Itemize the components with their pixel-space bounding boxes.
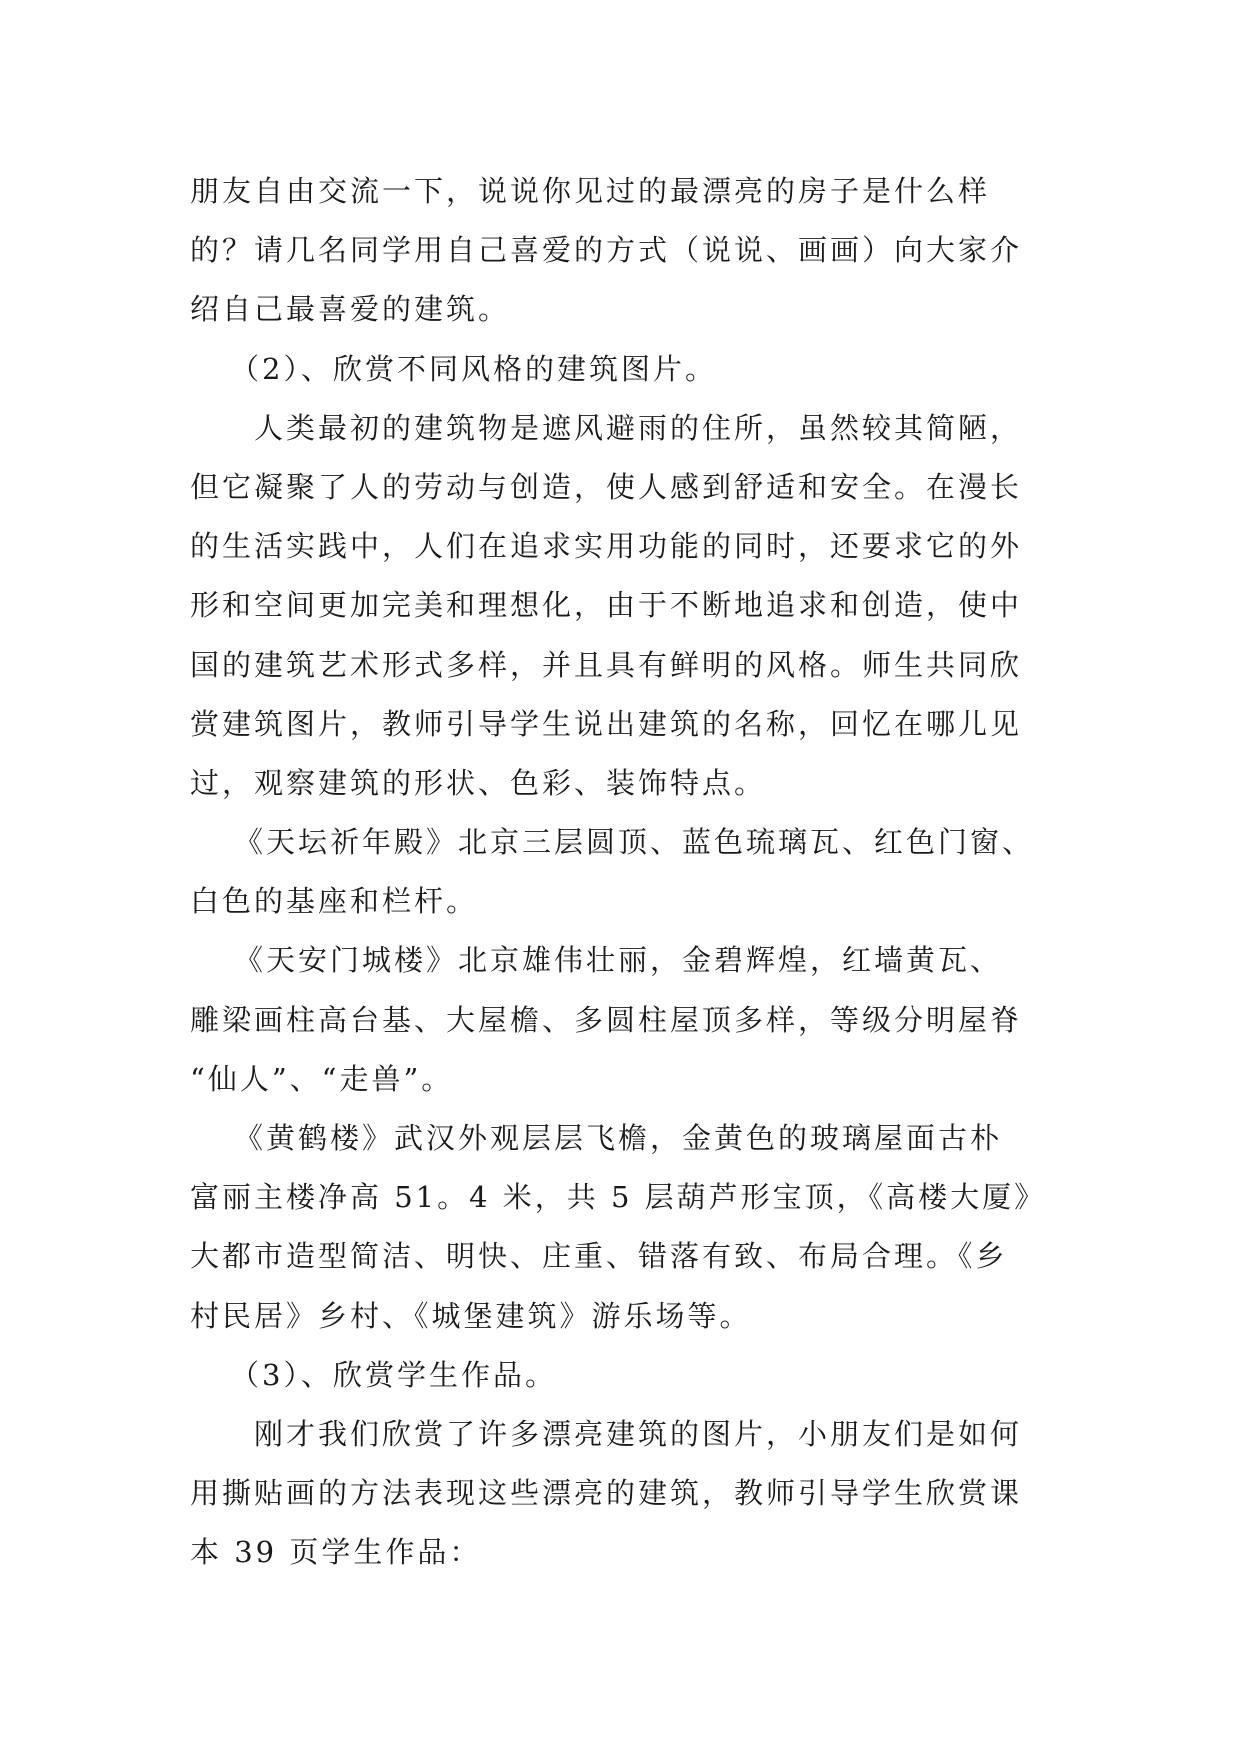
section-heading: （3）、欣赏学生作品。 bbox=[230, 1357, 557, 1392]
text-line: 雕梁画柱高台基、大屋檐、多圆柱屋顶多样，等级分明屋脊 bbox=[190, 1002, 1023, 1037]
text-line: 但它凝聚了人的劳动与创造，使人感到舒适和安全。在漫长 bbox=[190, 469, 1023, 504]
text-line: 《天安门城楼》北京雄伟壮丽，金碧辉煌，红墙黄瓦、 bbox=[234, 943, 1003, 978]
text-line: 《黄鹤楼》武汉外观层层飞檐，金黄色的玻璃屋面古朴 bbox=[234, 1121, 1003, 1155]
text-line: 的？请几名同学用自己喜爱的方式（说说、画画）向大家介 bbox=[190, 233, 1023, 268]
text-line: 用撕贴画的方法表现这些漂亮的建筑，教师引导学生欣赏课 bbox=[190, 1476, 1023, 1511]
text-line: 刚才我们欣赏了许多漂亮建筑的图片，小朋友们是如何 bbox=[254, 1416, 1023, 1451]
section-heading: （2）、欣赏不同风格的建筑图片。 bbox=[230, 351, 717, 386]
body-text bbox=[190, 162, 1060, 1583]
text-line: 的生活实践中，人们在追求实用功能的同时，还要求它的外 bbox=[190, 529, 1023, 564]
text-line: 形和空间更加完美和理想化，由于不断地追求和创造，使中 bbox=[190, 588, 1023, 623]
text-line: 朋友自由交流一下，说说你见过的最漂亮的房子是什么样 bbox=[190, 174, 991, 208]
text-line: 本 39 页学生作品： bbox=[190, 1535, 482, 1570]
text-line: 赏建筑图片，教师引导学生说出建筑的名称，回忆在哪儿见 bbox=[190, 706, 1023, 741]
text-line: “仙人”、“走兽”。 bbox=[190, 1061, 454, 1096]
text-line: 白色的基座和栏杆。 bbox=[190, 884, 479, 919]
text-line: 国的建筑艺术形式多样，并且具有鲜明的风格。师生共同欣 bbox=[190, 647, 1023, 682]
text-line: 大都市造型简洁、明快、庄重、错落有致、布局合理。《乡 bbox=[190, 1239, 1008, 1274]
text-line: 人类最初的建筑物是遮风避雨的住所，虽然较其简陋， bbox=[254, 410, 1023, 445]
text-line: 村民居》乡村、《城堡建筑》游乐场等。 bbox=[190, 1298, 752, 1333]
text-line: 绍自己最喜爱的建筑。 bbox=[190, 292, 511, 327]
text-line: 《天坛祈年殿》北京三层圆顶、蓝色琉璃瓦、红色门窗、 bbox=[234, 825, 1035, 860]
text-line: 过，观察建筑的形状、色彩、装饰特点。 bbox=[190, 765, 767, 800]
text-line: 富丽主楼净高 51。4 米，共 5 层葫芦形宝顶，《高楼大厦》 bbox=[190, 1180, 1047, 1215]
